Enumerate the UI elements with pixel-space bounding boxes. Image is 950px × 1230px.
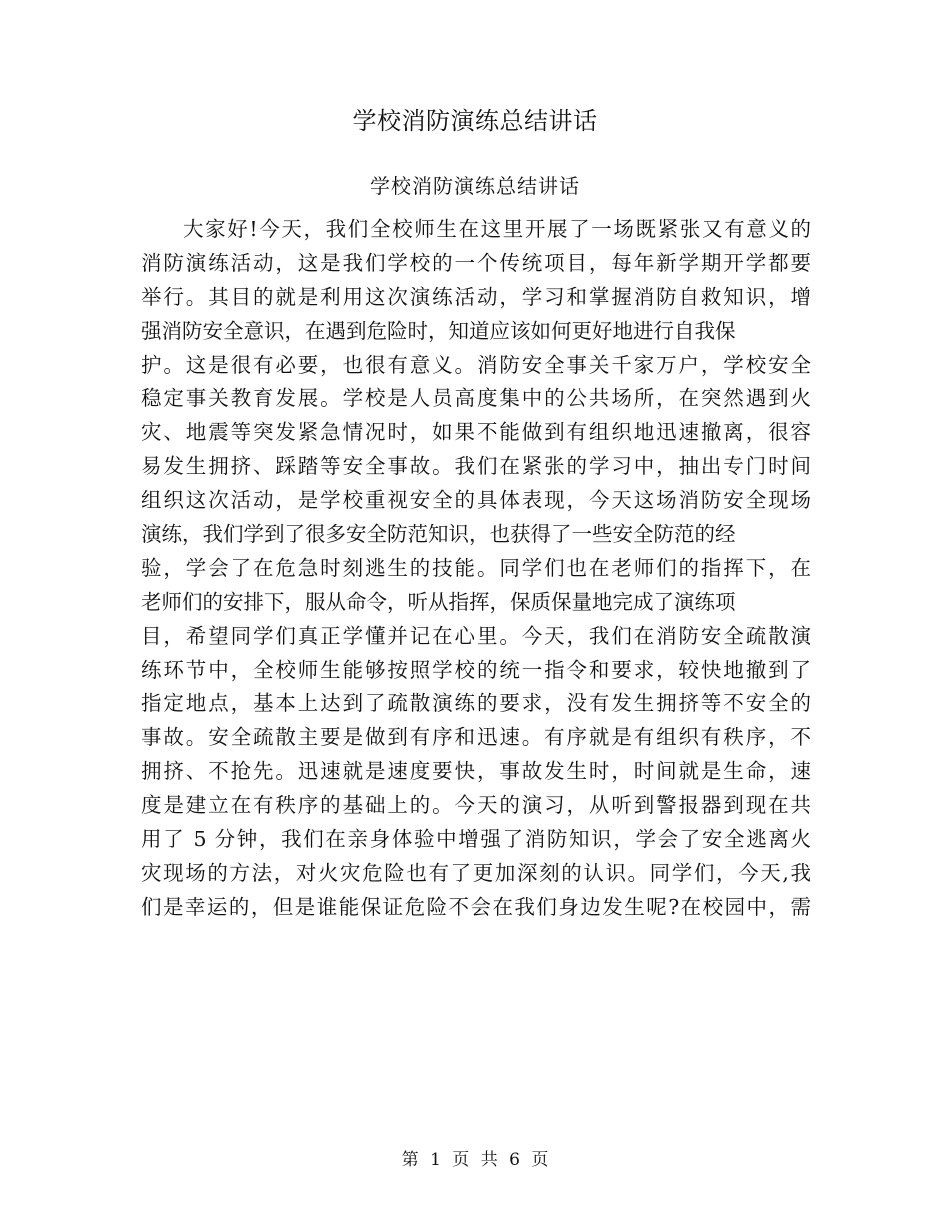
document-title: 学校消防演练总结讲话 <box>352 107 598 135</box>
body-line: 指定地点，基本上达到了疏散演练的要求，没有发生拥挤等不安全的 <box>141 691 811 716</box>
body-line: 们是幸运的，但是谁能保证危险不会在我们身边发生呢?在校园中，需 <box>141 894 811 919</box>
body-line: 目，希望同学们真正学懂并记在心里。今天，我们在消防安全疏散演 <box>141 623 811 648</box>
body-line: 护。这是很有必要，也很有意义。消防安全事关千家万户，学校安全 <box>141 352 811 377</box>
body-line: 稳定事关教育发展。学校是人员高度集中的公共场所，在突然遇到火 <box>141 386 811 411</box>
body-line: 灾现场的方法，对火灾危险也有了更加深刻的认识。同学们，今天,我 <box>141 860 811 885</box>
body-line: 验，学会了在危急时刻逃生的技能。同学们也在老师们的指挥下，在 <box>141 555 811 580</box>
page-number-footer: 第 1 页 共 6 页 <box>401 1150 549 1170</box>
body-line: 组织这次活动，是学校重视安全的具体表现，今天这场消防安全现场 <box>141 488 811 513</box>
body-line: 演练，我们学到了很多安全防范知识，也获得了一些安全防范的经 <box>141 522 736 547</box>
body-line: 消防演练活动，这是我们学校的一个传统项目，每年新学期开学都要 <box>141 250 811 275</box>
document-subtitle: 学校消防演练总结讲话 <box>370 174 580 198</box>
body-line: 易发生拥挤、踩踏等安全事故。我们在紧张的学习中，抽出专门时间 <box>141 454 811 479</box>
body-line: 练环节中，全校师生能够按照学校的统一指令和要求，较快地撤到了 <box>141 657 811 682</box>
body-line: 举行。其目的就是利用这次演练活动，学习和掌握消防自救知识，增 <box>141 284 811 309</box>
body-line: 用了 5 分钟，我们在亲身体验中增强了消防知识，学会了安全逃离火 <box>141 827 811 852</box>
body-line: 度是建立在有秩序的基础上的。今天的演习，从听到警报器到现在共 <box>141 793 811 818</box>
body-line: 事故。安全疏散主要是做到有序和迅速。有序就是有组织有秩序，不 <box>141 725 811 750</box>
body-line: 大家好!今天，我们全校师生在这里开展了一场既紧张又有意义的 <box>183 217 811 241</box>
body-line: 灾、地震等突发紧急情况时，如果不能做到有组织地迅速撤离，很容 <box>141 420 811 445</box>
body-line: 拥挤、不抢先。迅速就是速度要快，事故发生时，时间就是生命，速 <box>141 759 811 784</box>
body-line: 老师们的安排下，服从命令，听从指挥，保质保量地完成了演练项 <box>141 589 736 614</box>
body-line: 强消防安全意识，在遇到危险时，知道应该如何更好地进行自我保 <box>141 318 736 343</box>
document-body <box>141 213 811 925</box>
